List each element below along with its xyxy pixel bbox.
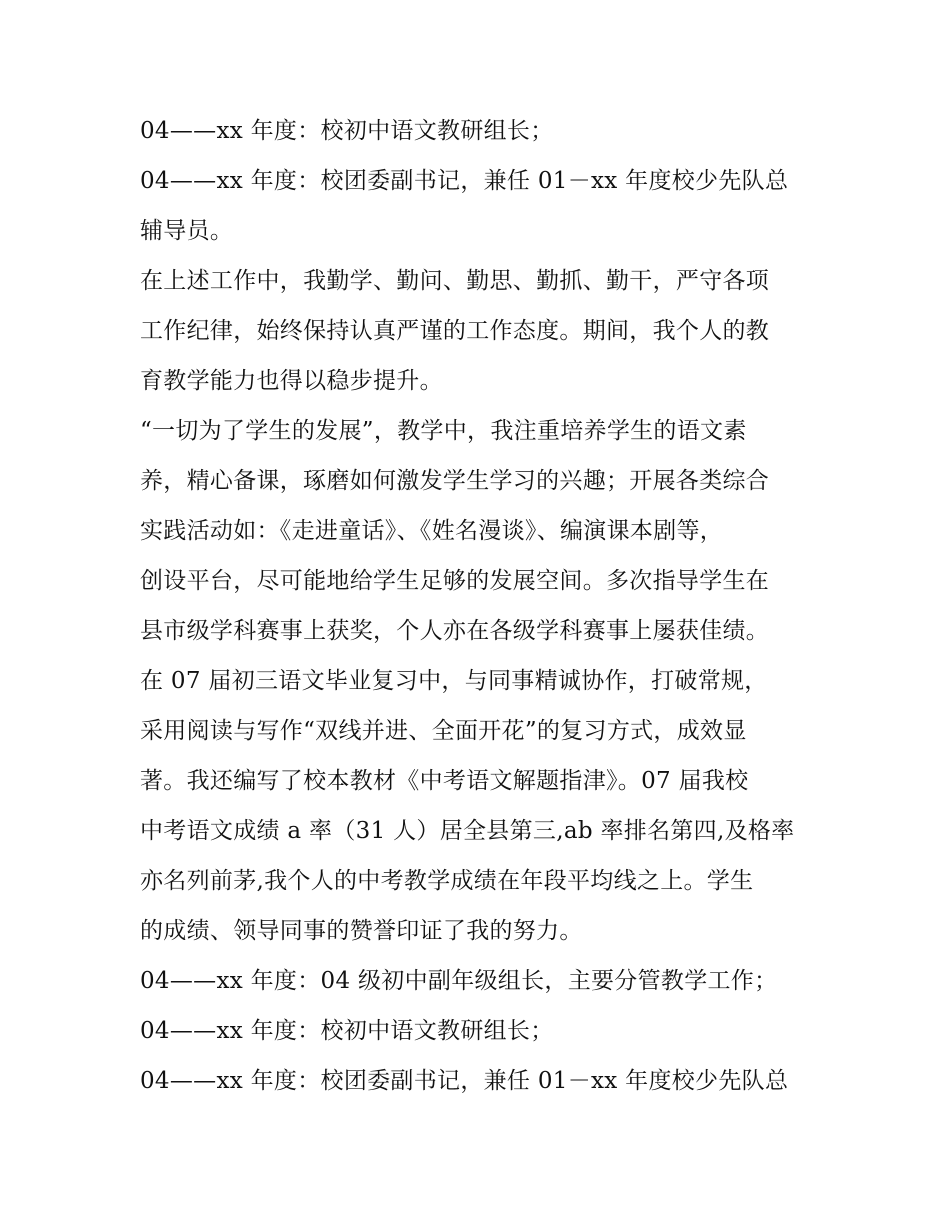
text-line: 养，精心备课，琢磨如何激发学生学习的兴趣；开展各类综合 (140, 468, 770, 494)
text-line: 04——xx 年度：校团委副书记，兼任 01－xx 年度校少先队总 (140, 1068, 789, 1094)
text-line: 中考语文成绩 a 率（31 人）居全县第三,ab 率排名第四,及格率 (140, 818, 795, 844)
text-line: 的成绩、领导同事的赞誉印证了我的努力。 (140, 918, 583, 944)
text-line: 实践活动如：《走进童话》、《姓名漫谈》、编演课本剧等， (140, 518, 724, 544)
text-line: 采用阅读与写作“双线并进、全面开花”的复习方式，成效显 (140, 718, 747, 744)
text-line: 工作纪律，始终保持认真严谨的工作态度。期间，我个人的教 (140, 318, 770, 344)
text-line: 亦名列前茅,我个人的中考教学成绩在年段平均线之上。学生 (140, 868, 754, 894)
text-line: 在 07 届初三语文毕业复习中，与同事精诚协作，打破常规， (140, 668, 768, 694)
text-line: 在上述工作中，我勤学、勤问、勤思、勤抓、勤干，严守各项 (140, 268, 770, 294)
text-line: 辅导员。 (140, 218, 234, 244)
text-line: 创设平台，尽可能地给学生足够的发展空间。多次指导学生在 (140, 568, 770, 594)
document-page (140, 106, 820, 1106)
text-line: 04——xx 年度：校团委副书记，兼任 01－xx 年度校少先队总 (140, 168, 789, 194)
text-line: 04——xx 年度：04 级初中副年级组长，主要分管教学工作； (140, 968, 778, 994)
text-line: 04——xx 年度：校初中语文教研组长； (140, 118, 554, 144)
text-line: 育教学能力也得以稳步提升。 (140, 368, 443, 394)
text-line: 县市级学科赛事上获奖，个人亦在各级学科赛事上屡获佳绩。 (140, 618, 770, 644)
text-line: 04——xx 年度：校初中语文教研组长； (140, 1018, 554, 1044)
text-line: 著。我还编写了校本教材《中考语文解题指津》。07 届我校 (140, 768, 749, 794)
text-line: “一切为了学生的发展”，教学中，我注重培养学生的语文素 (140, 418, 747, 444)
